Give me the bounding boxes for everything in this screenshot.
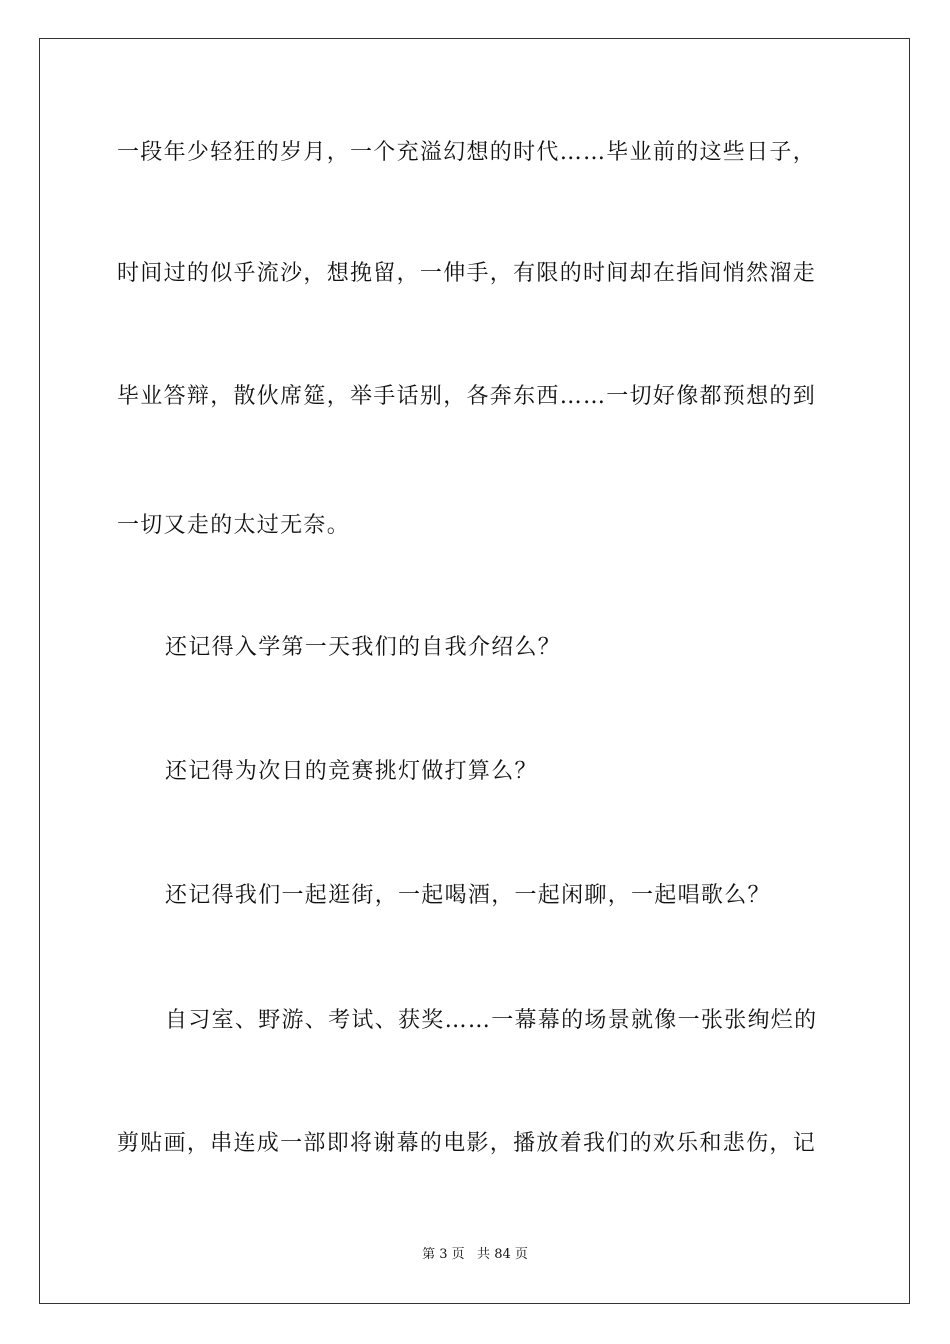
page-number-footer: 第 3 页 共 84 页 bbox=[422, 1247, 528, 1262]
paragraph-line: 剪贴画，串连成一部即将谢幕的电影，播放着我们的欢乐和悲伤，记 bbox=[117, 1131, 817, 1156]
paragraph-line: 还记得入学第一天我们的自我介绍么？ bbox=[165, 635, 562, 660]
paragraph-line: 毕业答辩，散伙席筵，举手话别，各奔东西……一切好像都预想的到 bbox=[117, 384, 817, 409]
page-frame bbox=[39, 38, 910, 1304]
paragraph-line: 还记得我们一起逛街，一起喝酒，一起闲聊，一起唱歌么？ bbox=[165, 883, 771, 908]
paragraph-line: 时间过的似乎流沙，想挽留，一伸手，有限的时间却在指间悄然溜走 bbox=[117, 261, 817, 286]
paragraph-line: 一段年少轻狂的岁月，一个充溢幻想的时代……毕业前的这些日子， bbox=[117, 140, 817, 165]
paragraph-line: 还记得为次日的竞赛挑灯做打算么？ bbox=[165, 759, 538, 784]
paragraph-line: 一切又走的太过无奈。 bbox=[117, 513, 351, 538]
paragraph-line: 自习室、野游、考试、获奖……一幕幕的场景就像一张张绚烂的 bbox=[165, 1008, 818, 1033]
